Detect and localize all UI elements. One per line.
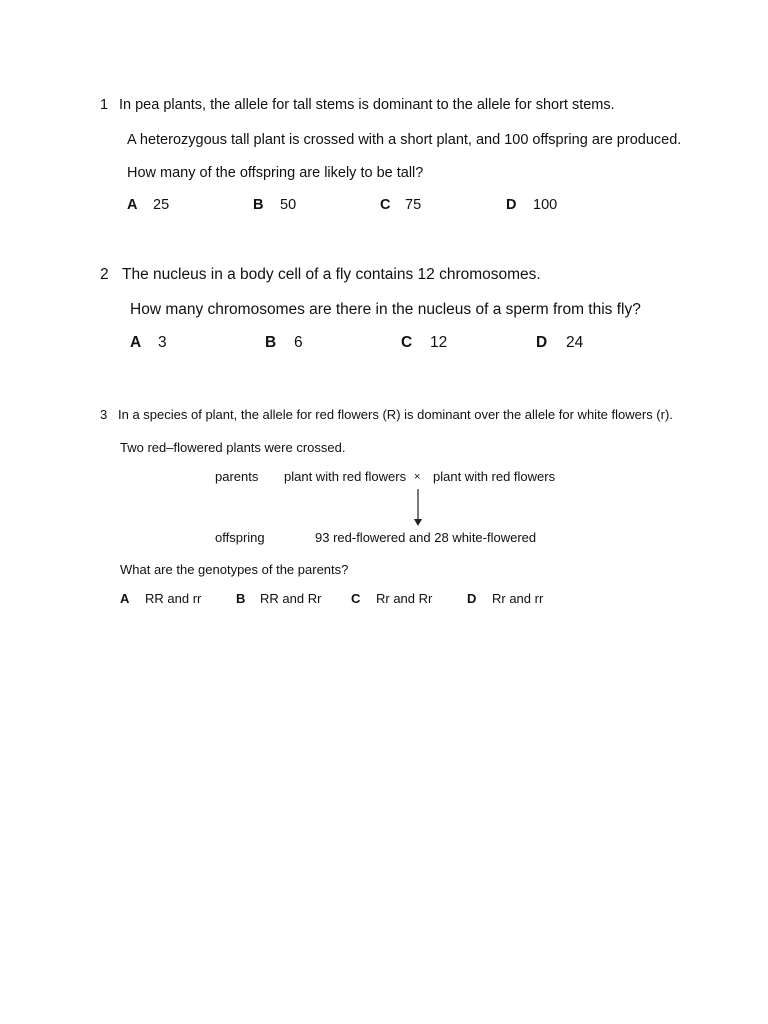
question-1-number: 1 [100,97,109,113]
question-2-option-b-letter: B [265,334,277,351]
question-2-option-b-text: 6 [294,334,303,351]
question-1-option-c-text: 75 [405,197,422,213]
question-1-prompt: How many of the offspring are likely to be tall? [127,165,424,181]
question-3-option-b-text: RR and Rr [260,591,322,606]
question-1-option-d-letter: D [506,197,517,213]
question-3-option-c-letter: C [351,591,361,606]
question-2-prompt: How many chromosomes are there in the nucleus of a sperm from this fly? [130,301,641,318]
question-3-option-d-letter: D [467,591,477,606]
cross-arrow-icon [411,489,425,527]
question-1-option-b-letter: B [253,197,264,213]
question-2-stem: The nucleus in a body cell of a fly contains 12 chromosomes. [122,266,541,283]
cross-parent-2: plant with red flowers [433,469,556,484]
question-2-option-d-text: 24 [566,334,584,351]
question-2-option-a-text: 3 [158,334,167,351]
question-1-option-d-text: 100 [533,197,558,213]
question-1-option-a-letter: A [127,197,138,213]
cross-offspring-label: offspring [215,530,265,545]
cross-offspring: 93 red-flowered and 28 white-flowered [315,530,537,545]
question-1-option-c-letter: C [380,197,391,213]
question-3-prompt: What are the genotypes of the parents? [120,562,349,577]
question-3-option-a-letter: A [120,591,130,606]
question-3-context: Two red–flowered plants were crossed. [120,440,346,455]
cross-parent-1: plant with red flowers [284,469,407,484]
question-1-option-a-text: 25 [153,197,170,213]
question-3-stem: In a species of plant, the allele for red flowers (R) is dominant over the allele for white flowers (r). [118,407,673,422]
question-3-option-a-text: RR and rr [145,591,202,606]
cross-parents-label: parents [215,469,259,484]
question-1-context: A heterozygous tall plant is crossed with a short plant, and 100 offspring are produced. [127,132,682,148]
question-2-number: 2 [100,266,109,283]
question-3-number: 3 [100,407,108,422]
question-1-stem: In pea plants, the allele for tall stems is dominant to the allele for short stems. [119,97,615,113]
question-2-option-c-text: 12 [430,334,448,351]
question-2-option-c-letter: C [401,334,413,351]
question-1-option-b-text: 50 [280,197,297,213]
question-2-option-a-letter: A [130,334,142,351]
question-3-option-d-text: Rr and rr [492,591,544,606]
question-2-option-d-letter: D [536,334,548,351]
cross-symbol: × [414,471,421,483]
question-3-option-b-letter: B [236,591,246,606]
question-3-option-c-text: Rr and Rr [376,591,433,606]
